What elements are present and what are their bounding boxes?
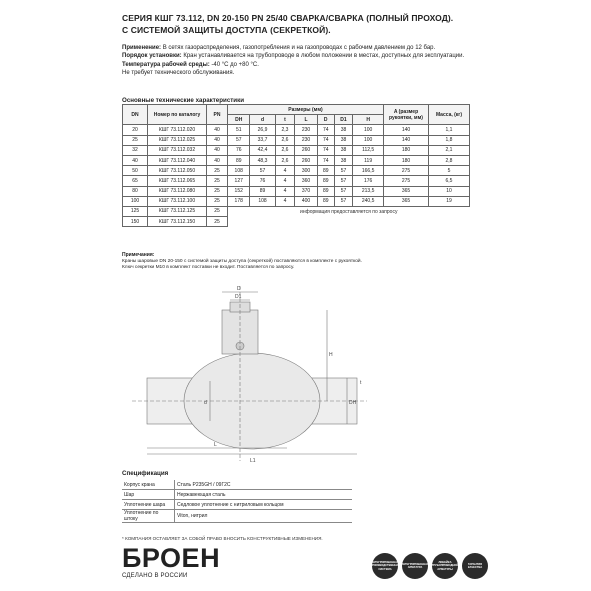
table-cell-a: 275 <box>384 166 429 176</box>
specification-title: Спецификация <box>122 470 169 477</box>
label-dh: DH <box>349 400 357 406</box>
materials-cell-material: Седловое уплотнение с нитриловым кольцом <box>175 500 353 510</box>
install-label: Порядок установки: <box>122 53 182 60</box>
table-cell-dd: 89 <box>317 186 334 196</box>
table-cell-t: 2,3 <box>275 125 295 135</box>
table-cell-t: 4 <box>275 186 295 196</box>
title-line-1: СЕРИЯ КШГ 73.112, DN 20-150 PN 25/40 СВАРКА/СВАРКА (ПОЛНЫЙ ПРОХОД). <box>122 13 454 23</box>
table-cell-cat: КШГ 73.112.032 <box>148 145 207 155</box>
label-l1: L1 <box>250 458 256 464</box>
spec-table-body <box>123 125 470 227</box>
table-cell-cat: КШГ 73.112.050 <box>148 166 207 176</box>
table-cell-a: 140 <box>384 135 429 145</box>
materials-cell-part: Шар <box>122 490 175 500</box>
document-title <box>122 12 482 36</box>
table-header-row <box>123 105 470 115</box>
table-cell-pn: 40 <box>207 145 228 155</box>
table-cell-d1: 38 <box>334 145 353 155</box>
table-cell-pn: 25 <box>207 217 228 227</box>
maintenance-line: Не требует технического обслуживания. <box>122 69 235 76</box>
badge-icon: ИНТЕГРИРОВАННАЯ ПРОИЗВОДСТВЕННАЯ СИСТЕМА <box>372 553 398 579</box>
table-row <box>123 135 470 145</box>
table-cell-h: 176 <box>353 176 384 186</box>
table-cell-m: 19 <box>429 196 470 206</box>
table-cell-h: 100 <box>353 125 384 135</box>
table-row <box>123 217 470 227</box>
table-cell-l: 400 <box>295 196 317 206</box>
label-t: t <box>360 380 362 386</box>
table-cell-cat: КШГ 73.112.020 <box>148 125 207 135</box>
table-cell-l: 260 <box>295 155 317 165</box>
table-subtitle: Основные технические характеристики <box>122 97 245 104</box>
table-cell-h: 112,5 <box>353 145 384 155</box>
table-cell-d: 26,9 <box>250 125 275 135</box>
table-cell-d1: 57 <box>334 196 353 206</box>
table-cell-dd: 74 <box>317 145 334 155</box>
table-cell-dn: 20 <box>123 125 148 135</box>
table-cell-t: 4 <box>275 176 295 186</box>
table-cell-a: 180 <box>384 155 429 165</box>
table-cell-d: 48,3 <box>250 155 275 165</box>
table-cell-pn: 40 <box>207 155 228 165</box>
table-cell-dh: 152 <box>228 186 250 196</box>
table-cell-m: 2,1 <box>429 145 470 155</box>
table-cell-dn: 150 <box>123 217 148 227</box>
temp-label: Температура рабочей среды: <box>122 61 210 68</box>
materials-row <box>122 500 352 510</box>
materials-cell-part: Уплотнение шара <box>122 500 175 510</box>
table-cell-m: 1,1 <box>429 125 470 135</box>
table-cell-dn: 40 <box>123 155 148 165</box>
table-cell-dd: 89 <box>317 176 334 186</box>
table-row <box>123 125 470 135</box>
table-cell-h: 240,5 <box>353 196 384 206</box>
install-line <box>122 52 482 60</box>
table-cell-dn: 100 <box>123 196 148 206</box>
table-cell-d: 76 <box>250 176 275 186</box>
header-pn: PN <box>207 105 228 125</box>
table-cell-pn: 25 <box>207 186 228 196</box>
table-cell-cat: КШГ 73.112.040 <box>148 155 207 165</box>
table-cell-h: 166,5 <box>353 166 384 176</box>
table-cell-dd: 74 <box>317 155 334 165</box>
table-cell-m: 2,8 <box>429 155 470 165</box>
temp-text: -40 °С до +80 °С. <box>209 61 259 68</box>
table-cell-m: 1,8 <box>429 135 470 145</box>
header-catalog: Номер по каталогу <box>148 105 207 125</box>
table-cell-h: 213,5 <box>353 186 384 196</box>
table-row <box>123 155 470 165</box>
table-cell-dh: 76 <box>228 145 250 155</box>
table-cell-dd: 74 <box>317 135 334 145</box>
table-cell-d1: 57 <box>334 166 353 176</box>
table-cell-cat: КШГ 73.112.025 <box>148 135 207 145</box>
table-cell-l: 260 <box>295 145 317 155</box>
header-mass: Масса, (кг) <box>429 105 470 125</box>
header-d: d <box>250 115 275 125</box>
header-dn: DN <box>123 105 148 125</box>
table-cell-dn: 125 <box>123 206 148 216</box>
materials-table-body <box>122 480 352 523</box>
badges-row <box>369 553 488 579</box>
header-dd: D <box>317 115 334 125</box>
note-item: Краны шаровые DN 20-150 с системой защиты доступа (секреткой) поставляются в комплекте с рукояткой. <box>122 258 362 264</box>
table-cell-a: 140 <box>384 125 429 135</box>
table-cell-h: 100 <box>353 135 384 145</box>
table-cell-dh: 127 <box>228 176 250 186</box>
table-cell-a: 365 <box>384 196 429 206</box>
table-cell-t: 2,6 <box>275 135 295 145</box>
temp-line <box>122 61 482 69</box>
table-row <box>123 145 470 155</box>
table-cell-m: 6,5 <box>429 176 470 186</box>
table-row <box>123 186 470 196</box>
table-cell-cat: КШГ 73.112.100 <box>148 196 207 206</box>
footnote: * КОМПАНИЯ ОСТАВЛЯЕТ ЗА СОБОЙ ПРАВО ВНОСИТЬ КОНСТРУКТИВНЫЕ ИЗМЕНЕНИЯ. <box>122 536 323 541</box>
title-line-2: С СИСТЕМОЙ ЗАЩИТЫ ДОСТУПА (СЕКРЕТКОЙ). <box>122 25 331 35</box>
application-label: Применение: <box>122 45 162 51</box>
spec-table <box>122 104 470 227</box>
table-cell-d: 42,4 <box>250 145 275 155</box>
table-cell-dn: 50 <box>123 166 148 176</box>
label-l: L <box>214 442 217 448</box>
table-cell-d1: 38 <box>334 125 353 135</box>
table-cell-cat: КШГ 73.112.080 <box>148 186 207 196</box>
brand-logo: БРОЕН <box>122 543 221 573</box>
label-small-d: d <box>204 400 207 406</box>
table-cell-dd: 89 <box>317 196 334 206</box>
table-row <box>123 196 470 206</box>
table-cell-t: 4 <box>275 196 295 206</box>
table-cell-d1: 57 <box>334 186 353 196</box>
materials-cell-part: Уплотнение по штоку <box>122 510 175 523</box>
table-cell-pn: 40 <box>207 135 228 145</box>
table-cell-dh: 51 <box>228 125 250 135</box>
label-d: D <box>237 286 241 292</box>
table-cell-d: 108 <box>250 196 275 206</box>
table-cell-dh: 108 <box>228 166 250 176</box>
table-cell-h: 119 <box>353 155 384 165</box>
header-l: L <box>295 115 317 125</box>
request-note <box>228 217 470 227</box>
table-cell-pn: 25 <box>207 206 228 216</box>
table-cell-pn: 40 <box>207 125 228 135</box>
header-dh: DH <box>228 115 250 125</box>
request-note: информация предоставляется по запросу <box>300 208 398 215</box>
table-cell-l: 370 <box>295 186 317 196</box>
note-item: Ключ секретки М10 в комплект поставки не входит. Поставляется по запросу. <box>122 265 295 271</box>
valve-drawing <box>122 276 482 466</box>
label-d1: D1 <box>235 294 242 300</box>
table-cell-pn: 25 <box>207 196 228 206</box>
table-row <box>123 176 470 186</box>
table-cell-d1: 57 <box>334 176 353 186</box>
table-cell-pn: 25 <box>207 166 228 176</box>
table-cell-dh: 57 <box>228 135 250 145</box>
table-cell-m: 10 <box>429 186 470 196</box>
table-cell-d: 89 <box>250 186 275 196</box>
label-h: H <box>329 352 333 358</box>
table-cell-cat: КШГ 73.112.150 <box>148 217 207 227</box>
table-cell-a: 275 <box>384 176 429 186</box>
table-cell-dn: 25 <box>123 135 148 145</box>
header-t: t <box>275 115 295 125</box>
application-text: В сетях газораспределения, газопотребления и на газопроводах с рабочим давлением до 12 бар. <box>161 45 436 51</box>
materials-row <box>122 490 352 500</box>
table-cell-dn: 80 <box>123 186 148 196</box>
table-cell-d1: 38 <box>334 135 353 145</box>
table-cell-pn: 25 <box>207 176 228 186</box>
table-cell-l: 230 <box>295 125 317 135</box>
brand-block <box>122 545 220 580</box>
table-cell-t: 2,6 <box>275 145 295 155</box>
materials-cell-part: Корпус крана <box>122 480 175 490</box>
header-h: H <box>353 115 384 125</box>
table-cell-dn: 32 <box>123 145 148 155</box>
materials-cell-material: Нержавеющая сталь <box>175 490 353 500</box>
materials-cell-material: Viton, нитрил <box>175 510 353 523</box>
install-text: Кран устанавливается на трубопроводе в любом положении в местах, доступных для эксплуатации. <box>181 53 465 60</box>
header-sizes: Размеры (мм) <box>228 105 384 115</box>
materials-row <box>122 480 352 490</box>
table-cell-l: 230 <box>295 135 317 145</box>
table-cell-l: 300 <box>295 166 317 176</box>
badge-icon: ГАРАНТИЯ КАЧЕСТВА <box>462 553 488 579</box>
table-cell-d: 57 <box>250 166 275 176</box>
badge-icon: ЛИНЕЙКА ТРУБОПРОВОДНОЙ АРМАТУРЫ <box>432 553 458 579</box>
materials-row <box>122 510 352 523</box>
badge-icon: ИНТЕГРИРОВАННАЯ АРМАТУРА <box>402 553 428 579</box>
table-cell-dn: 65 <box>123 176 148 186</box>
materials-table <box>122 480 352 523</box>
table-cell-d: 33,7 <box>250 135 275 145</box>
notes-block <box>122 252 482 272</box>
brand-subtitle: СДЕЛАНО В РОССИИ <box>122 573 188 579</box>
table-cell-d1: 38 <box>334 155 353 165</box>
table-row <box>123 206 470 216</box>
application-line <box>122 44 482 52</box>
table-cell-a: 180 <box>384 145 429 155</box>
table-row <box>123 166 470 176</box>
materials-cell-material: Сталь P235GH / 09Г2С <box>175 480 353 490</box>
table-cell-t: 2,6 <box>275 155 295 165</box>
notes-heading: Примечания: <box>122 252 155 258</box>
table-cell-m: 5 <box>429 166 470 176</box>
header-a: A (размер рукоятки, мм) <box>384 105 429 125</box>
table-cell-dd: 89 <box>317 166 334 176</box>
table-cell-t: 4 <box>275 166 295 176</box>
table-cell-l: 360 <box>295 176 317 186</box>
table-cell-cat: КШГ 73.112.125 <box>148 206 207 216</box>
table-cell-dd: 74 <box>317 125 334 135</box>
header-d1: D1 <box>334 115 353 125</box>
table-cell-a: 365 <box>384 186 429 196</box>
table-cell-cat: КШГ 73.112.065 <box>148 176 207 186</box>
info-block <box>122 44 482 77</box>
table-cell-dh: 178 <box>228 196 250 206</box>
table-cell-dh: 89 <box>228 155 250 165</box>
